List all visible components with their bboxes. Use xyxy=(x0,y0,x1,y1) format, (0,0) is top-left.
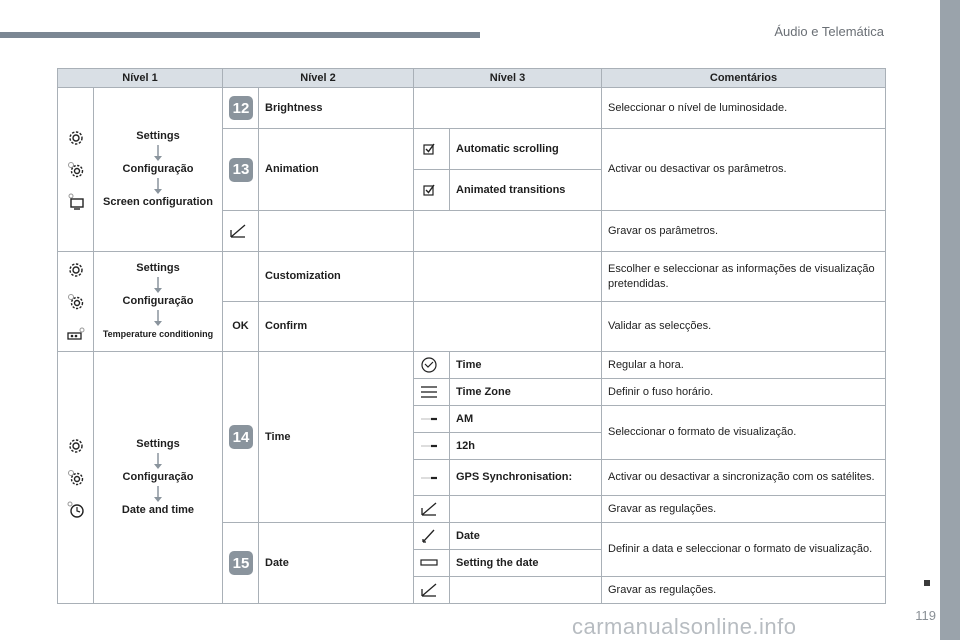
brightness-comment: Seleccionar o nível de luminosidade. xyxy=(602,88,886,129)
path-settings: Settings xyxy=(136,438,180,450)
section-title: Áudio e Telemática xyxy=(774,24,884,39)
step-badge: 12 xyxy=(229,96,253,120)
level1-icons xyxy=(58,88,94,252)
header-level2: Nível 2 xyxy=(223,69,414,88)
toggle-icon xyxy=(420,437,438,455)
time-zone-label: Time Zone xyxy=(450,379,602,406)
level1-path xyxy=(94,352,223,604)
clock-icon xyxy=(67,501,85,519)
gps-sync-comment: Activar ou desactivar a sincronização com os satélites. xyxy=(602,460,886,496)
settings-icon xyxy=(67,129,85,147)
path-configuracao: Configuração xyxy=(122,295,194,307)
ok-icon: OK xyxy=(223,302,259,352)
format-comment: Seleccionar o formato de visualização. xyxy=(602,406,886,460)
arrow-down-icon xyxy=(153,309,163,327)
path-settings: Settings xyxy=(136,130,180,142)
animation-label: Animation xyxy=(259,129,414,211)
save-arrow-icon xyxy=(420,581,438,599)
brightness-label: Brightness xyxy=(259,88,414,129)
level1-icons xyxy=(58,352,94,604)
time-item-comment: Regular a hora. xyxy=(602,352,886,379)
confirm-label: Confirm xyxy=(259,302,414,352)
path-screen-configuration: Screen configuration xyxy=(102,196,214,208)
save-arrow-icon xyxy=(420,500,438,518)
settings-icon xyxy=(67,261,85,279)
checkbox-icon xyxy=(420,181,438,199)
time-label: Time xyxy=(259,352,414,523)
arrow-down-icon xyxy=(153,452,163,470)
pencil-icon xyxy=(420,527,438,545)
path-temperature-conditioning: Temperature conditioning xyxy=(102,329,214,339)
settings-icon xyxy=(67,437,85,455)
date-item-label: Date xyxy=(450,523,602,550)
settings-sub-icon xyxy=(67,293,85,311)
customization-comment: Escolher e seleccionar as informações de visualização pretendidas. xyxy=(602,252,886,302)
confirm-comment: Validar as selecções. xyxy=(602,302,886,352)
table-row xyxy=(58,88,886,129)
screen-icon xyxy=(67,193,85,211)
path-configuracao: Configuração xyxy=(122,471,194,483)
list-icon xyxy=(420,383,438,401)
settings-table xyxy=(57,68,886,604)
table-row xyxy=(58,352,886,379)
am-label: AM xyxy=(450,406,602,433)
customization-label: Customization xyxy=(259,252,414,302)
settings-sub-icon xyxy=(67,161,85,179)
step-badge: 13 xyxy=(229,158,253,182)
animated-transitions-label: Animated transitions xyxy=(450,170,602,211)
step-badge: 14 xyxy=(229,425,253,449)
arrow-down-icon xyxy=(153,177,163,195)
arrow-down-icon xyxy=(153,144,163,162)
header-comments: Comentários xyxy=(602,69,886,88)
time-item-label: Time xyxy=(450,352,602,379)
path-date-and-time: Date and time xyxy=(121,504,195,516)
table-row xyxy=(58,252,886,302)
path-configuracao: Configuração xyxy=(122,163,194,175)
page-number: 119 xyxy=(915,608,936,623)
badge-cell xyxy=(223,129,259,211)
header-bar xyxy=(0,32,480,38)
setting-date-label: Setting the date xyxy=(450,550,602,577)
step-badge: 15 xyxy=(229,551,253,575)
save-comment: Gravar os parâmetros. xyxy=(602,211,886,252)
level1-icons xyxy=(58,252,94,352)
toggle-icon xyxy=(420,410,438,428)
date-label: Date xyxy=(259,523,414,604)
clock-icon xyxy=(420,356,438,374)
watermark: carmanualsonline.info xyxy=(572,614,797,639)
save-arrow-icon xyxy=(229,222,247,240)
table-header-row xyxy=(58,69,886,88)
temperature-icon xyxy=(67,325,85,343)
field-icon xyxy=(420,554,438,572)
date-comment: Definir a data e seleccionar o formato de visualização. xyxy=(602,523,886,577)
toggle-icon xyxy=(420,469,438,487)
12h-label: 12h xyxy=(450,433,602,460)
badge-cell xyxy=(223,88,259,129)
arrow-down-icon xyxy=(153,276,163,294)
level1-path xyxy=(94,88,223,252)
animation-comment: Activar ou desactivar os parâmetros. xyxy=(602,129,886,211)
header-level1: Nível 1 xyxy=(58,69,223,88)
gps-sync-label: GPS Synchronisation: xyxy=(450,460,602,496)
side-bullet xyxy=(924,580,930,586)
side-tab xyxy=(940,0,960,640)
date-save-comment: Gravar as regulações. xyxy=(602,577,886,604)
automatic-scrolling-label: Automatic scrolling xyxy=(450,129,602,170)
settings-sub-icon xyxy=(67,469,85,487)
time-save-comment: Gravar as regulações. xyxy=(602,496,886,523)
badge-cell xyxy=(223,352,259,523)
arrow-down-icon xyxy=(153,485,163,503)
header-level3: Nível 3 xyxy=(414,69,602,88)
level1-path xyxy=(94,252,223,352)
path-settings: Settings xyxy=(136,262,180,274)
checkbox-icon xyxy=(420,140,438,158)
badge-cell xyxy=(223,523,259,604)
time-zone-comment: Definir o fuso horário. xyxy=(602,379,886,406)
